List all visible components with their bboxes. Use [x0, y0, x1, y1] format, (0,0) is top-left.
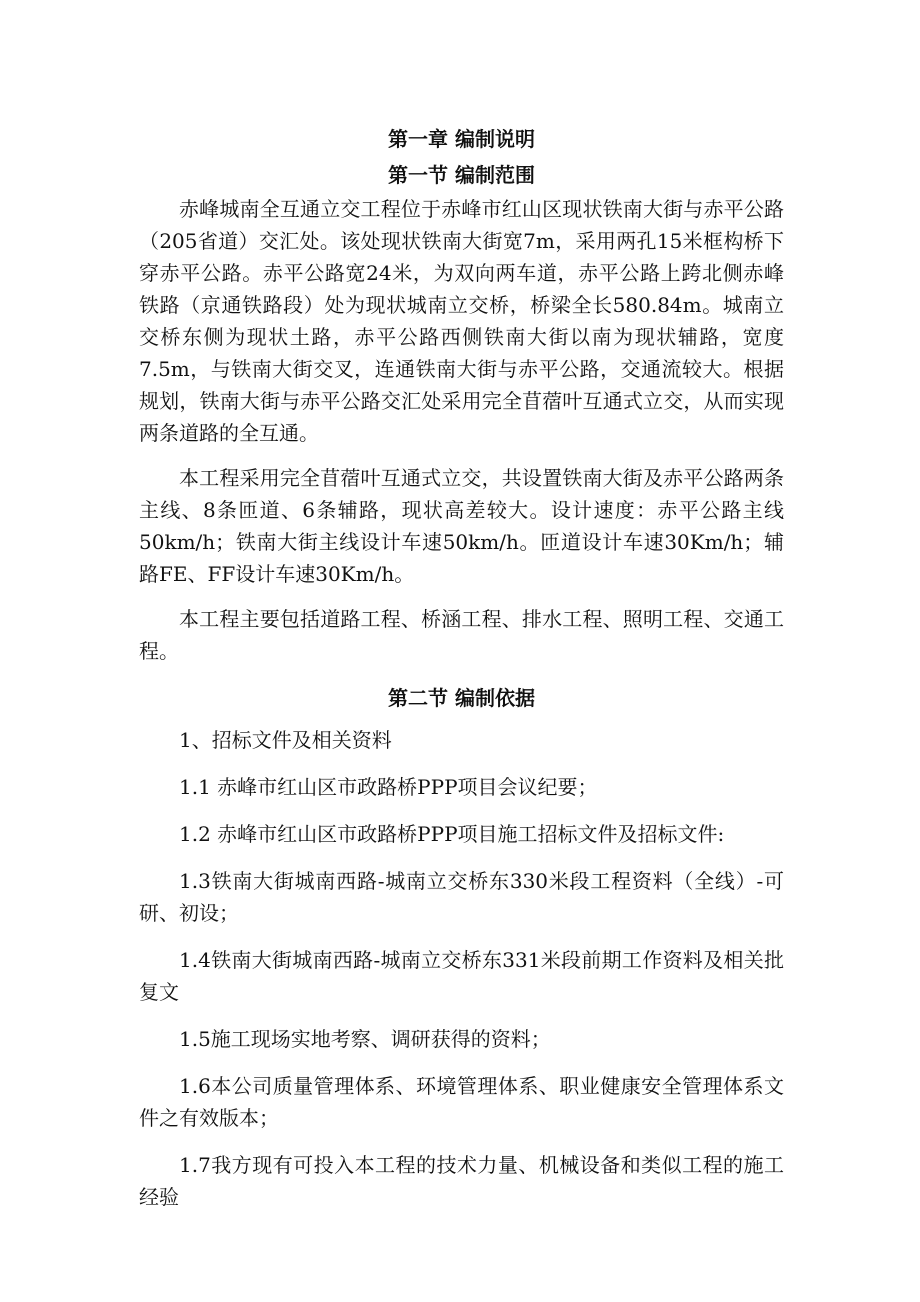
basis-item: 1.5施工现场实地考察、调研获得的资料；: [179, 1027, 551, 1051]
basis-item: 1.2 赤峰市红山区市政路桥PPP项目施工招标文件及招标文件:: [179, 822, 725, 846]
scope-paragraph-2: 本工程采用完全苜蓿叶互通式立交，共设置铁南大街及赤平公路两条主线、8条匝道、6条辅路，现状高差较大。设计速度：赤平公路主线50km/h；铁南大街主线设计车速50km/h。匝道设计车速30Km/h；辅路FE、FF设计车速30Km/h。: [139, 466, 784, 586]
section-2-title: 第二节 编制依据: [388, 686, 535, 710]
chapter-title: 第一章 编制说明: [388, 127, 535, 151]
scope-paragraph-1: 赤峰城南全互通立交工程位于赤峰市红山区现状铁南大街与赤平公路（205省道）交汇处。该处现状铁南大街宽7m，采用两孔15米框构桥下穿赤平公路。赤平公路宽24米，为双向两车道，赤平公路上跨北侧赤峰铁路（京通铁路段）处为现状城南立交桥，桥梁全长580.84m。城南立交桥东侧为现状土路，赤平公路西侧铁南大街以南为现状辅路，宽度7.5m，与铁南大街交叉，连通铁南大街与赤平公路，交通流较大。根据规划，铁南大街与赤平公路交汇处采用完全苜蓿叶互通式立交，从而实现两条道路的全互通。: [139, 197, 784, 445]
basis-item: 1、招标文件及相关资料: [179, 728, 392, 752]
basis-item: 1.7我方现有可投入本工程的技术力量、机械设备和类似工程的施工经验: [139, 1153, 784, 1209]
scope-paragraph-3: 本工程主要包括道路工程、桥涵工程、排水工程、照明工程、交通工程。: [139, 607, 784, 663]
basis-item: 1.3铁南大街城南西路-城南立交桥东330米段工程资料（全线）-可研、初设；: [139, 869, 784, 925]
document-page: [139, 121, 784, 1228]
basis-item: 1.6本公司质量管理体系、环境管理体系、职业健康安全管理体系文件之有效版本；: [139, 1074, 784, 1130]
basis-item: 1.4铁南大街城南西路-城南立交桥东331米段前期工作资料及相关批复文: [139, 948, 784, 1004]
basis-list: [139, 724, 784, 1213]
basis-item: 1.1 赤峰市红山区市政路桥PPP项目会议纪要；: [179, 775, 598, 799]
section-1-title: 第一节 编制范围: [388, 163, 535, 187]
